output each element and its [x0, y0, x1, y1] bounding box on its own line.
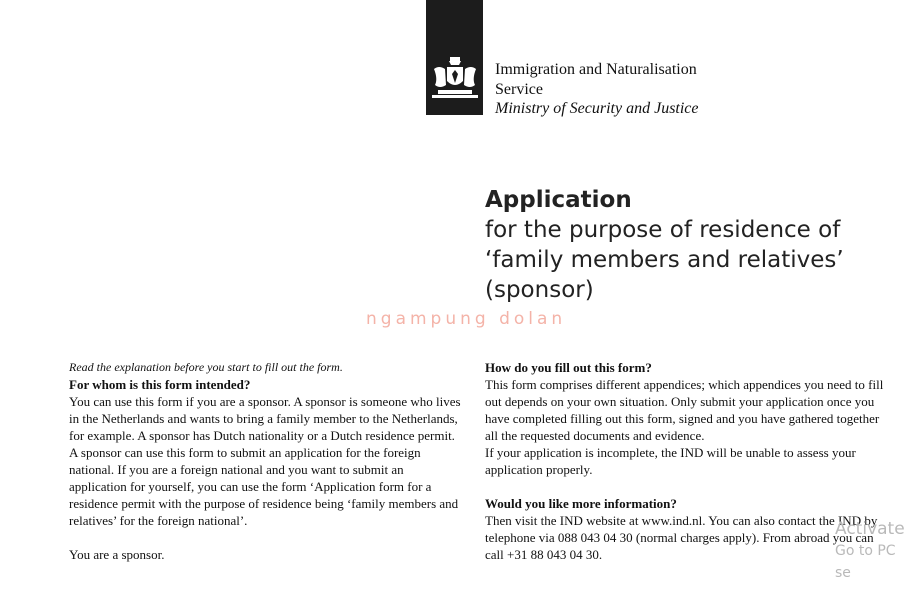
section-heading-intended: For whom is this form intended? [69, 377, 251, 392]
right-column [485, 359, 885, 563]
page-subtitle: for the purpose of residence of ‘family members and relatives’ (sponsor) [485, 217, 844, 303]
org-line-1: Immigration and Naturalisation [495, 61, 697, 78]
form-title [485, 185, 905, 305]
section-body-intended: You can use this form if you are a sponsor. A sponsor is someone who lives in the Netherlands and wants to bring a family member to the Netherlands, for example. A sponsor has Dutch nationality or a Dutch residence permit. A sponsor can use this form to submit an application for the foreign national. If you are a foreign national and you want to submit an application for yourself, you can use the form ‘Application form for a residence permit with the purpose of residence being ‘family members and relatives’ for the foreign national’. [69, 394, 461, 528]
windows-activation-watermark [835, 518, 908, 584]
activation-line-1: Activate [835, 519, 905, 539]
ministry-name: Ministry of Security and Justice [495, 100, 699, 117]
page-title: Application [485, 187, 632, 213]
section-heading-fill-out: How do you fill out this form? [485, 360, 652, 375]
section-body-more-info: Then visit the IND website at www.ind.nl. You can also contact the IND by telephone via 088 043 04 30 (normal charges apply). From abroad you can call +31 88 043 04 30. [485, 513, 878, 562]
sponsor-statement: You are a sponsor. [69, 547, 165, 562]
section-body-incomplete: If your application is incomplete, the IND will be unable to assess your application properly. [485, 445, 856, 477]
coat-of-arms-icon [430, 55, 480, 101]
org-line-2: Service [495, 80, 543, 98]
watermark-text: ngampung dolan [366, 309, 567, 329]
instruction-note: Read the explanation before you start to fill out the form. [69, 360, 343, 374]
logo-bar [426, 0, 483, 115]
section-body-fill-out: This form comprises different appendices; which appendices you need to fill out depends on your own situation. Only submit your application once you have completed filling out this form, signed and you have gathered together all the requested documents and evidence. [485, 377, 884, 443]
left-column [69, 359, 464, 563]
activation-line-2: Go to PC se [835, 543, 896, 581]
section-heading-more-info: Would you like more information? [485, 496, 677, 511]
organization-name [495, 60, 699, 119]
